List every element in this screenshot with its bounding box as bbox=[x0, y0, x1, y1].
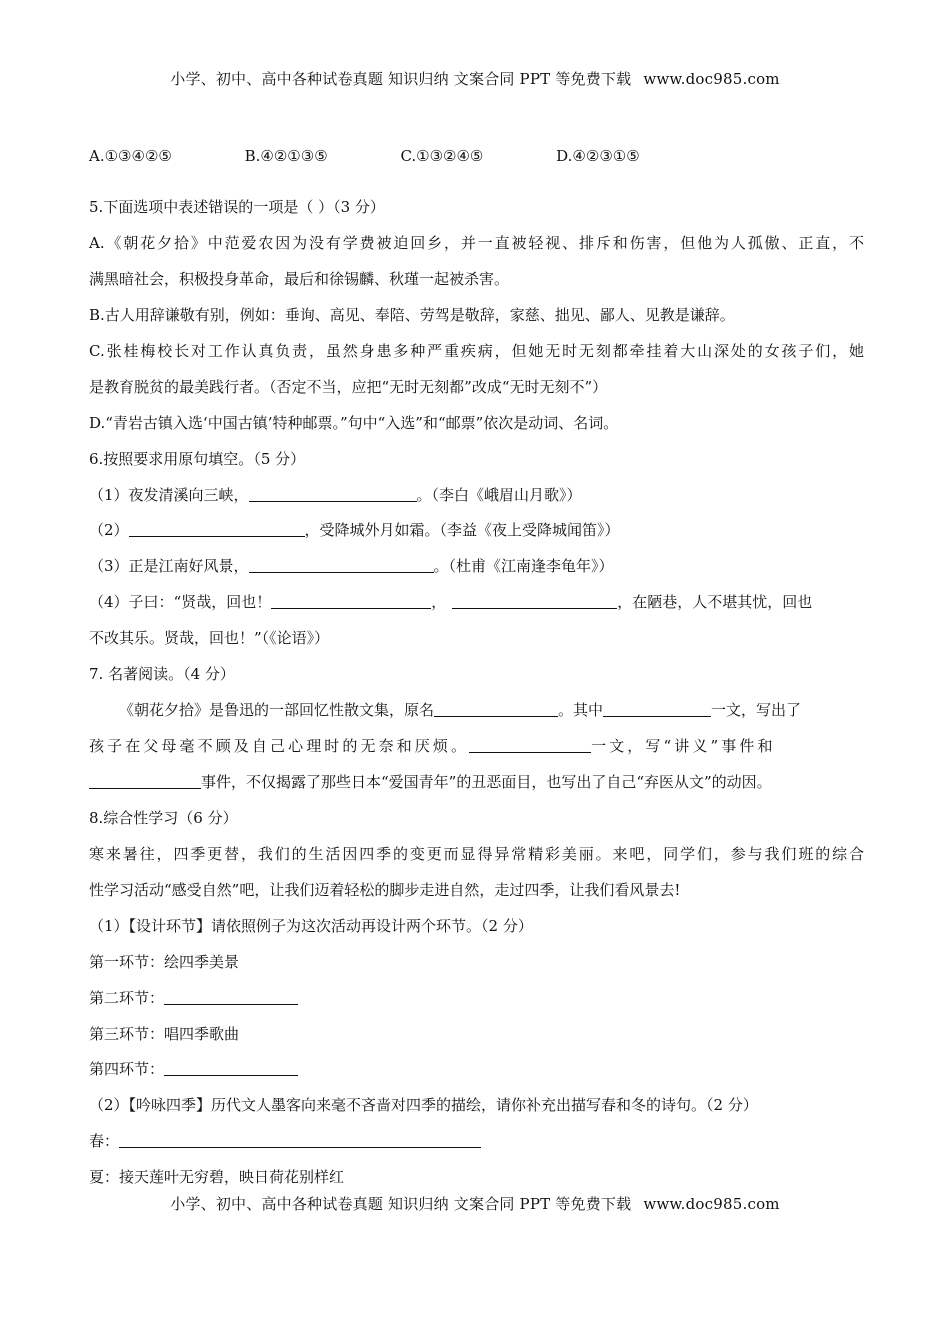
q6-item-4-prefix: （4）子曰：“贤哉，回也！ bbox=[89, 593, 272, 611]
q8-step-3: 第三环节：唱四季歌曲 bbox=[89, 1025, 240, 1043]
q8-spring-label: 春： bbox=[89, 1132, 120, 1150]
q7-blank-2[interactable] bbox=[603, 702, 711, 717]
q7-text-5: 一文，写“讲义”事件和 bbox=[591, 737, 776, 755]
q8-title: 8.综合性学习（6 分） bbox=[89, 809, 238, 827]
q6-item-1 bbox=[89, 485, 582, 505]
footer-text: 小学、初中、高中各种试卷真题 知识归纳 文案合同 PPT 等免费下载 bbox=[170, 1195, 632, 1213]
q8-intro-line2: 性学习活动“感受自然”吧，让我们迈着轻松的脚步走进自然，走过四季，让我们看风景去! bbox=[89, 881, 681, 899]
q6-blank-3[interactable] bbox=[249, 558, 434, 573]
q6-item-3-suffix: 。（杜甫《江南逢李龟年》） bbox=[433, 557, 614, 575]
q5-option-b: B.古人用辞谦敬有别，例如：垂询、高见、奉陪、劳驾是敬辞，家慈、拙见、鄙人、见教是谦辞。 bbox=[89, 306, 735, 324]
page-header bbox=[0, 68, 950, 89]
q6-item-2 bbox=[89, 520, 620, 540]
q7-para-line3 bbox=[89, 772, 772, 792]
q7-title: 7. 名著阅读。（4 分） bbox=[89, 665, 235, 683]
q7-para-line2 bbox=[89, 736, 776, 756]
q8-step-2-label: 第二环节： bbox=[89, 989, 165, 1007]
q4-options bbox=[89, 146, 640, 166]
page-footer bbox=[0, 1193, 950, 1214]
q4-option-c: C.①③②④⑤ bbox=[400, 147, 484, 165]
q8-step-2-blank[interactable] bbox=[164, 990, 298, 1005]
footer-site: www.doc985.com bbox=[643, 1195, 780, 1213]
q6-item-2-suffix: ，受降城外月如霜。（李益《夜上受降城闻笛》） bbox=[304, 521, 620, 539]
q7-blank-3[interactable] bbox=[469, 738, 591, 753]
q5-title: 5.下面选项中表述错误的一项是（ ）（3 分） bbox=[89, 198, 385, 216]
q7-blank-4[interactable] bbox=[89, 774, 201, 789]
q8-intro-line1: 寒来暑往，四季更替，我们的生活因四季的变更而显得异常精彩美丽。来吧，同学们，参与我们班的综合 bbox=[89, 845, 864, 863]
q6-item-3 bbox=[89, 556, 614, 576]
q6-item-4-cont: 不改其乐。贤哉，回也！”（《论语》） bbox=[89, 629, 330, 647]
q8-step-4 bbox=[89, 1059, 298, 1079]
q8-spring bbox=[89, 1131, 481, 1151]
q5-option-c-line2: 是教育脱贫的最美践行者。（否定不当，应把“无时无刻都”改成“无时无刻不”） bbox=[89, 378, 608, 396]
q6-blank-2[interactable] bbox=[129, 522, 305, 537]
q6-item-1-suffix: 。（李白《峨眉山月歌》） bbox=[416, 486, 582, 504]
q6-item-3-prefix: （3）正是江南好风景， bbox=[89, 557, 249, 575]
q8-step-4-label: 第四环节： bbox=[89, 1060, 165, 1078]
q6-item-4-suffix: ，在陋巷，人不堪其忧，回也 bbox=[617, 593, 813, 611]
q6-blank-4a[interactable] bbox=[271, 594, 431, 609]
q6-item-1-prefix: （1）夜发清溪向三峡， bbox=[89, 486, 249, 504]
q5-option-a-line2: 满黑暗社会，积极投身革命，最后和徐锡麟、秋瑾一起被杀害。 bbox=[89, 270, 510, 288]
q7-text-6: 事件，不仅揭露了那些日本“爱国青年”的丑恶面目，也写出了自己“弃医从文”的动因。 bbox=[201, 773, 772, 791]
q7-text-4: 孩子在父母毫不顾及自己心理时的无奈和厌烦。 bbox=[89, 737, 470, 755]
q5-option-d: D.“青岩古镇入选‘中国古镇’特种邮票。”句中“入选”和“邮票”依次是动词、名词。 bbox=[89, 414, 619, 432]
header-text: 小学、初中、高中各种试卷真题 知识归纳 文案合同 PPT 等免费下载 bbox=[170, 70, 632, 88]
q7-text-2: 。其中 bbox=[558, 701, 604, 719]
q8-sub1-title: （1）【设计环节】请依照例子为这次活动再设计两个环节。（2 分） bbox=[89, 917, 533, 935]
q6-item-2-prefix: （2） bbox=[89, 521, 129, 539]
q7-blank-1[interactable] bbox=[434, 702, 558, 717]
q8-step-1: 第一环节：绘四季美景 bbox=[89, 953, 240, 971]
q7-text-1: 《朝花夕拾》是鲁迅的一部回忆性散文集，原名 bbox=[119, 701, 435, 719]
q4-option-a: A.①③④②⑤ bbox=[89, 147, 172, 165]
q5-option-a-line1: A.《朝花夕拾》中范爱农因为没有学费被迫回乡，并一直被轻视、排斥和伤害，但他为人孤傲、正直，不 bbox=[89, 234, 864, 252]
q7-text-3: 一文，写出了 bbox=[711, 701, 802, 719]
q6-title: 6.按照要求用原句填空。（5 分） bbox=[89, 450, 306, 468]
q8-spring-blank[interactable] bbox=[119, 1133, 481, 1148]
q7-para-line1 bbox=[119, 700, 801, 720]
q6-item-4 bbox=[89, 592, 812, 612]
q6-blank-1[interactable] bbox=[249, 487, 417, 502]
header-site: www.doc985.com bbox=[643, 70, 780, 88]
q6-blank-4b[interactable] bbox=[452, 594, 617, 609]
q4-option-b: B.④②①③⑤ bbox=[244, 147, 328, 165]
q8-sub2-title: （2）【吟咏四季】历代文人墨客向来毫不吝啬对四季的描绘，请你补充出描写春和冬的诗句。（2 分） bbox=[89, 1096, 758, 1114]
q4-option-d: D.④②③①⑤ bbox=[556, 147, 640, 165]
q8-step-4-blank[interactable] bbox=[164, 1061, 298, 1076]
q6-item-4-sep: ， bbox=[431, 593, 447, 611]
q8-step-2 bbox=[89, 988, 298, 1008]
q5-option-c-line1: C.张桂梅校长对工作认真负责，虽然身患多种严重疾病，但她无时无刻都牵挂着大山深处的女孩子们，她 bbox=[89, 342, 864, 360]
q8-summer: 夏：接天莲叶无穷碧，映日荷花别样红 bbox=[89, 1168, 345, 1186]
